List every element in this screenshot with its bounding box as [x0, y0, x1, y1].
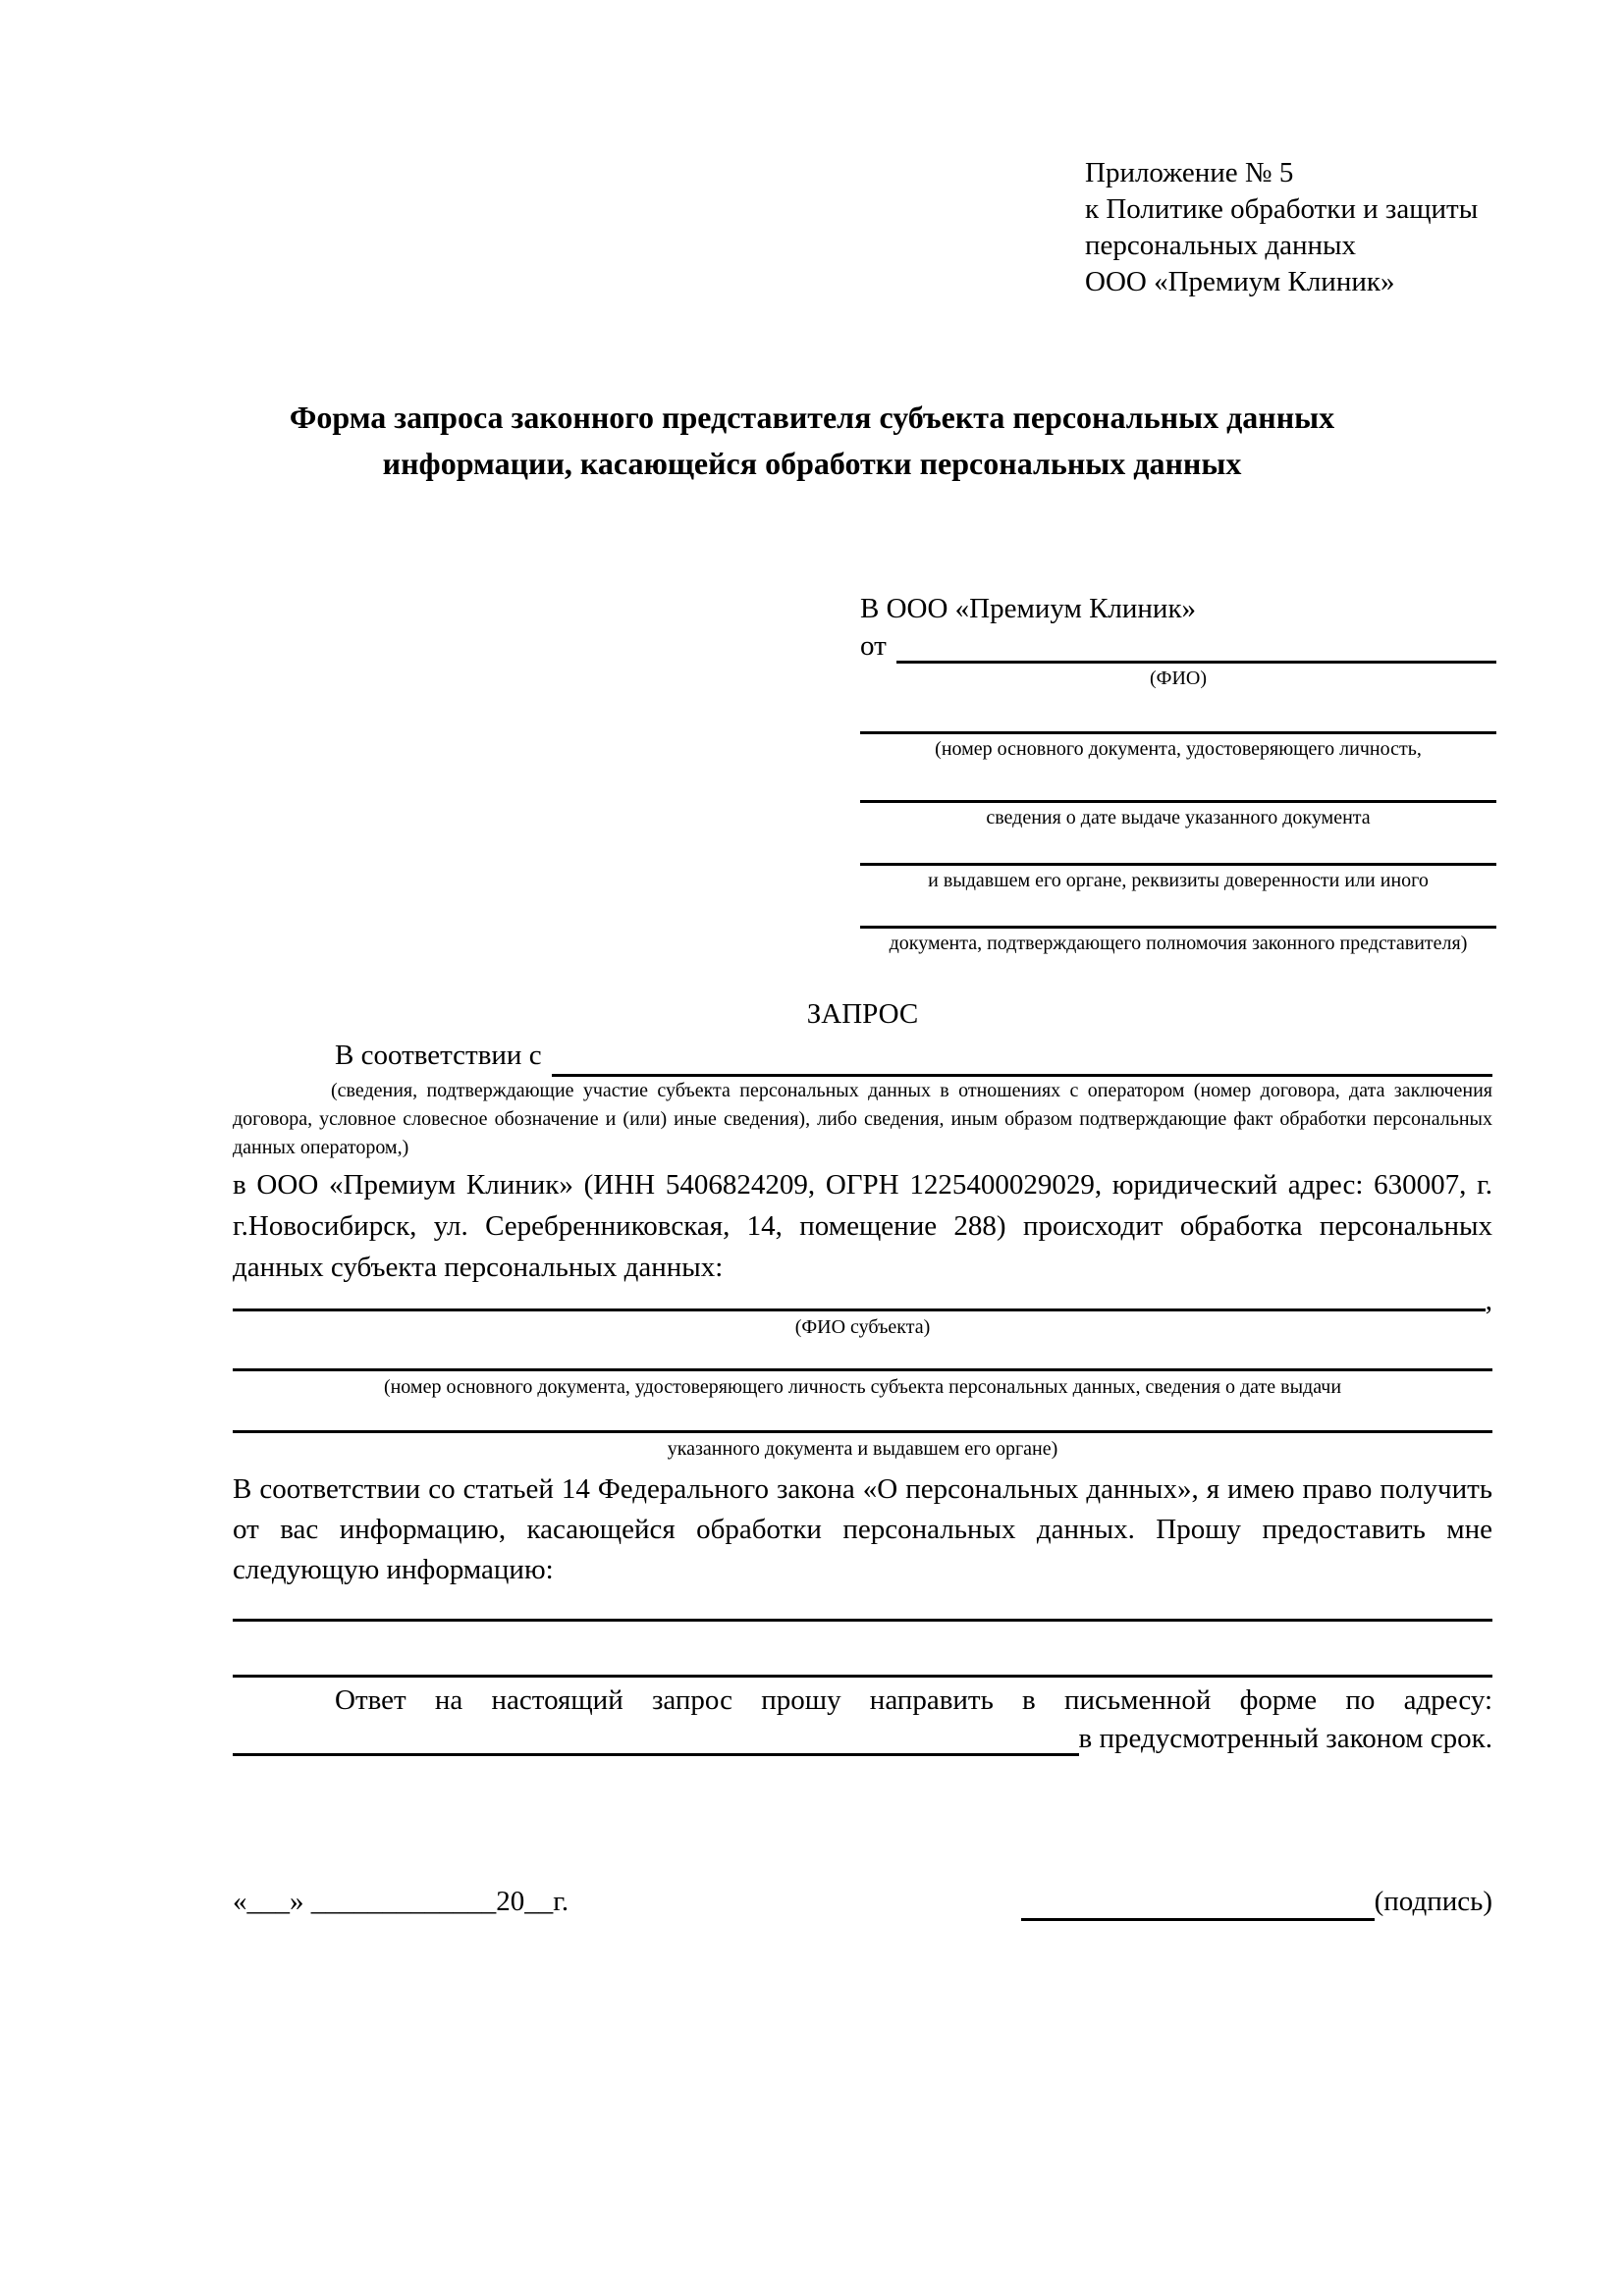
- representative-doc-blank-line: [860, 893, 1496, 929]
- subject-doc-caption: (номер основного документа, удостоверяющего личность субъекта персональных данных, сведения о дате выдачи: [383, 1376, 1342, 1398]
- signature-blank-line: [1021, 1888, 1375, 1921]
- representative-doc-blank-line: [860, 762, 1496, 803]
- requested-info-blank-line: [233, 1622, 1492, 1678]
- subject-doc-blank-line: [233, 1340, 1492, 1371]
- requested-info-blank-line: [233, 1590, 1492, 1622]
- blank-caption: (номер основного документа, удостоверяющего личность,: [935, 738, 1422, 760]
- signature-area: [1021, 1882, 1492, 1921]
- annex-line: ООО «Премиум Клиник»: [1085, 266, 1395, 297]
- date-blank: «___» _____________20__г.: [233, 1886, 569, 1917]
- from-row: [860, 628, 1496, 664]
- annex-line: персональных данных: [1085, 230, 1357, 261]
- law-paragraph: В соответствии со статьей 14 Федерального закона «О персональных данных», я имею право получить от вас информацию, касающейся обработки персональных данных. Прошу предоставить мне следующую информацию:: [233, 1473, 1492, 1585]
- fio-caption: (ФИО): [1149, 667, 1207, 689]
- representative-doc-blank-line: [860, 691, 1496, 734]
- subject-fio-comma: ,: [1485, 1285, 1492, 1316]
- annex-line: Приложение № 5: [1085, 157, 1294, 188]
- operator-paragraph: в ООО «Премиум Клиник» (ИНН 5406824209, ОГРН 1225400029029, юридический адрес: 630007, г. г.Новосибирск, ул. Серебренниковская, 14, помещение 288) происходит обработка персональных данных субъекта персональных данных:: [233, 1169, 1492, 1283]
- signature-caption: (подпись): [1374, 1886, 1492, 1917]
- document-title: [0, 395, 1624, 487]
- addressee-to: В ООО «Премиум Клиник»: [860, 593, 1197, 624]
- intro-row: [233, 1034, 1492, 1077]
- addressee-block: [860, 589, 1496, 956]
- subject-fio-row: [233, 1285, 1492, 1316]
- annex-header: [1085, 155, 1507, 300]
- blank-caption: сведения о дате выдаче указанного документа: [986, 807, 1371, 828]
- signature-row: [233, 1882, 1492, 1921]
- representative-doc-blank-line: [860, 830, 1496, 866]
- blank-caption: документа, подтверждающего полномочия законного представителя): [889, 933, 1468, 954]
- relation-info-blank-line: [552, 1038, 1492, 1077]
- from-label: от: [860, 630, 887, 662]
- request-body: [233, 987, 1492, 1921]
- subject-doc-blank-line: [233, 1400, 1492, 1433]
- annex-line: к Политике обработки и защиты: [1085, 193, 1479, 225]
- representative-fio-blank-line: [896, 631, 1496, 664]
- answer-address-row: [233, 1721, 1492, 1756]
- answer-address-blank-line: [233, 1727, 1079, 1756]
- answer-address-paragraph: Ответ на настоящий запрос прошу направить в письменной форме по адресу:: [335, 1684, 1492, 1716]
- intro-caption: (сведения, подтверждающие участие субъекта персональных данных в отношениях с оператором (номер договора, дата заключения договора, условное словесное обозначение и (или) иные сведения), либо сведения, иным образом подтверждающие факт обработки персональных данных оператором,): [233, 1080, 1492, 1158]
- intro-label: В соответствии с: [335, 1040, 542, 1071]
- subject-fio-blank-line: [233, 1290, 1486, 1311]
- subject-doc-caption: указанного документа и выдавшем его органе): [667, 1438, 1058, 1460]
- title-line-1: Форма запроса законного представителя субъекта персональных данных: [289, 400, 1335, 435]
- answer-suffix: в предусмотренный законом срок.: [1078, 1723, 1492, 1754]
- request-heading: ЗАПРОС: [806, 998, 919, 1030]
- blank-caption: и выдавшем его органе, реквизиты доверенности или иного: [928, 870, 1429, 891]
- title-line-2: информации, касающейся обработки персональных данных: [382, 446, 1242, 481]
- subject-fio-caption: (ФИО субъекта): [794, 1316, 931, 1338]
